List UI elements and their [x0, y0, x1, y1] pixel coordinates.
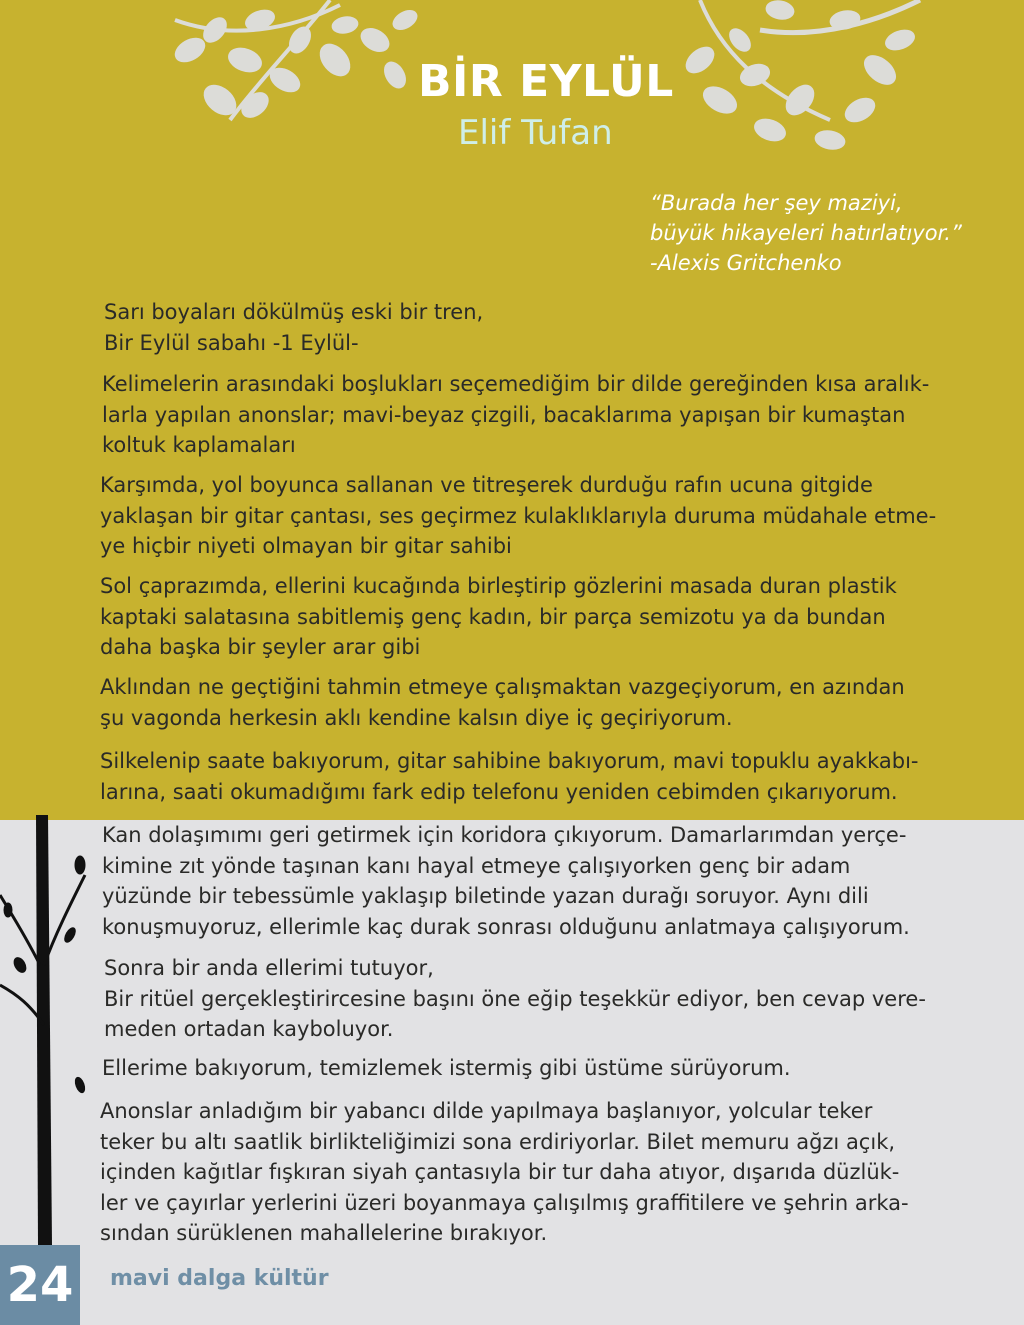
text-line: yaklaşan bir gitar çantası, ses geçirmez kulaklıklarıyla duruma müdahale etme- [100, 503, 937, 528]
author-name: Elif Tufan [458, 113, 613, 153]
paragraph [100, 746, 1012, 807]
paragraph [104, 297, 1016, 358]
text-line: Ellerime bakıyorum, temizlemek istermiş gibi üstüme sürüyorum. [102, 1056, 791, 1080]
epigraph-line: “Burada her şey maziyi, [650, 191, 903, 215]
text-line: Sol çaprazımda, ellerini kucağında birleştirip gözlerini masada duran plastik [100, 574, 897, 598]
text-line: kaptaki salatasına sabitlemiş genç kadın, bir parça semizotu ya da bundan [100, 604, 886, 629]
paragraph [102, 820, 1014, 942]
text-line: Sonra bir anda ellerimi tutuyor, [104, 956, 434, 980]
text-line: Bir Eylül sabahı -1 Eylül- [104, 330, 359, 355]
paragraph [100, 1096, 1012, 1249]
text-line: larla yapılan anonslar; mavi-beyaz çizgili, bacaklarıma yapışan bir kumaştan [102, 402, 906, 427]
paragraph [100, 470, 1012, 562]
text-line: ye hiçbir niyeti olmayan bir gitar sahibi [100, 534, 512, 558]
paragraph [100, 672, 1012, 733]
text-line: Anonslar anladığım bir yabancı dilde yapılmaya başlanıyor, yolcular teker [100, 1099, 873, 1123]
text-line: kimine zıt yönde taşınan kanı hayal etmeye çalışıyorken genç bir adam [102, 853, 851, 878]
text-line: konuşmuyoruz, ellerimle kaç durak sonrası olduğunu anlatmaya çalışıyorum. [102, 914, 910, 939]
text-line: meden ortadan kayboluyor. [104, 1017, 394, 1041]
tree-illustration [0, 815, 110, 1245]
text-line: Karşımda, yol boyunca sallanan ve titreşerek durduğu rafın ucuna gitgide [100, 473, 873, 497]
text-line: içinden kağıtlar fışkıran siyah çantasıyla bir tur daha atıyor, dışarıda düzlük- [100, 1160, 900, 1184]
text-line: koltuk kaplamaları [102, 433, 296, 457]
epigraph-line: büyük hikayeleri hatırlatıyor.” [650, 221, 962, 245]
text-line: Bir ritüel gerçekleştirircesine başını öne eğip teşekkür ediyor, ben cevap vere- [104, 986, 926, 1011]
text-line: teker bu altı saatlik birlikteliğimizi sona erdiriyorlar. Bilet memuru ağzı açık, [100, 1129, 896, 1154]
text-line: larına, saati okumadığımı fark edip telefonu yeniden cebimden çıkarıyorum. [100, 779, 898, 804]
epigraph-attribution: -Alexis Gritchenko [650, 251, 842, 275]
article-title: BİR EYLÜL [418, 56, 674, 107]
paragraph [102, 1053, 1014, 1084]
text-line: daha başka bir şeyler arar gibi [100, 635, 421, 659]
epigraph-quote [650, 188, 1010, 278]
text-line: şu vagonda herkesin aklı kendine kalsın diye iç geçiriyorum. [100, 705, 733, 730]
text-line: Kan dolaşımımı geri getirmek için koridora çıkıyorum. Damarlarımdan yerçe- [102, 823, 907, 847]
text-line: yüzünde bir tebessümle yaklaşıp biletinde yazan durağı soruyor. Aynı dili [102, 884, 869, 908]
text-line: ler ve çayırlar yerlerini üzeri boyanmaya çalışılmış graffitilere ve şehrin arka- [100, 1190, 909, 1215]
text-line: Kelimelerin arasındaki boşlukları seçemediğim bir dilde gereğinden kısa aralık- [102, 372, 930, 396]
text-line: sından sürüklenen mahallelerine bırakıyor. [100, 1221, 548, 1245]
page-number: 24 [6, 1257, 74, 1313]
text-line: Sarı boyaları dökülmüş eski bir tren, [104, 300, 484, 324]
magazine-name: mavi dalga kültür [110, 1266, 329, 1291]
text-line: Silkelenip saate bakıyorum, gitar sahibine bakıyorum, mavi topuklu ayakkabı- [100, 749, 919, 773]
paragraph [102, 369, 1014, 461]
paragraph [100, 571, 1012, 663]
text-line: Aklından ne geçtiğini tahmin etmeye çalışmaktan vazgeçiyorum, en azından [100, 675, 905, 699]
paragraph [104, 953, 1016, 1045]
